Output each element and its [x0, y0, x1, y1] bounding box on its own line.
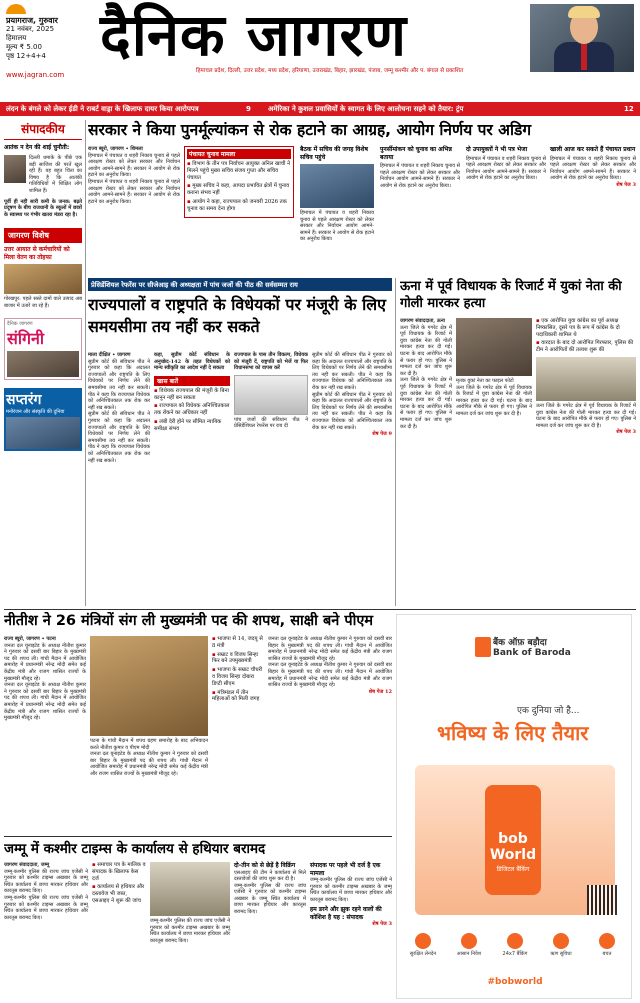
khas-point: ▪ विधेयक राज्यपाल की मंजूरी के बिना कानून नहीं बन सकता	[154, 388, 230, 402]
top-strip-left-page: 9	[246, 105, 251, 113]
kashmir-body-2: जम्मू-कश्मीर पुलिस की राज्य जांच एजेंसी ने गुरुवार को कश्मीर टाइम्स अखबार के जम्मू स्थित कार्यालय में छापा मारकर हथियार और कारतूस बरामद किए।	[150, 918, 230, 944]
una-resort-photo	[536, 357, 636, 401]
kashmir-headline[interactable]: जम्मू में कश्मीर टाइम्स के कार्यालय से हथियार बरामद	[4, 841, 266, 857]
edition-label: हिमालय	[6, 34, 27, 42]
kashmir-right-sub: हम डरने और झुक रहने वालों की कोशिश है यह : संपादक	[310, 906, 382, 921]
ad-tagline-2: भविष्य के लिए तैयार	[437, 721, 589, 745]
ad-feature: सुरक्षित लेनदेन	[401, 933, 445, 957]
una-victim-photo	[456, 318, 532, 376]
una-caption: मृतक युकां नेता का फाइल फोटो	[456, 378, 514, 384]
lead-body-5: हिमाचल में पंचायत व शहरी निकाय चुनाव से पहले आरक्षण रोस्टर को लेकर सरकार और निर्वाचन आयोग आमने-सामने हैं। सरकार ने आयोग से रोक हटाने का अनुरोध किया।	[550, 155, 636, 182]
presidential-body-2: सुप्रीम कोर्ट की संविधान पीठ ने गुरुवार को कहा कि अदालत राज्यपालों और राष्ट्रपति के लिए विधेयकों पर निर्णय लेने की समयसीमा तय नहीं कर सकती। पीठ ने कहा कि राज्यपाल विधेयक को अनिश्चितकाल तक रोक कर नहीं रख सकते।	[312, 352, 392, 391]
lead-body-4: हिमाचल में पंचायत व शहरी निकाय चुनाव से पहले आरक्षण रोस्टर को लेकर सरकार और निर्वाचन आयोग आमने-सामने हैं। सरकार ने आयोग से रोक हटाने का अनुरोध किया।	[466, 155, 546, 182]
lead-photo	[300, 164, 374, 208]
masthead-photo	[530, 4, 634, 72]
lead-sub-title-5: खाली आज कर सकते हैं पंचायत प्रधान	[550, 146, 636, 153]
lead-continued[interactable]: शेष पेज 3	[616, 181, 636, 188]
sangini-photo	[7, 351, 79, 377]
ad-app-sub: डिजिटल बैंकिंग	[496, 866, 530, 873]
feature-icon	[599, 933, 615, 949]
lead-sub-title-2: बैठक में सचिव की जगह विशेष सचिव पहुंचे	[300, 146, 368, 161]
kashmir-dateline: जागरण संवाददाता, जम्मू	[4, 862, 50, 868]
kashmir-right-title: संपादक पर पहले भी दर्ज है एक मामला	[310, 862, 381, 877]
presidential-body: सुप्रीम कोर्ट की संविधान पीठ ने गुरुवार को कहा कि अदालत राज्यपालों और राष्ट्रपति के लिए विधेयकों पर निर्णय लेने की समयसीमा तय नहीं कर सकती। पीठ ने कहा कि राज्यपाल विधेयक को अनिश्चितकाल तक रोक कर नहीं रख सकते।	[88, 358, 150, 411]
kashmir-body-4: जम्मू-कश्मीर पुलिस की राज्य जांच एजेंसी ने गुरुवार को कश्मीर टाइम्स अखबार के जम्मू स्थित कार्यालय में छापा मारकर हथियार और कारतूस बरामद किए।	[310, 877, 392, 903]
ad-phone-graphic	[485, 785, 541, 895]
presidential-headline[interactable]: राज्यपालों व राष्ट्रपति के विधेयकों पर मंजूरी के लिए समयसीमा तय नहीं कर सकते	[88, 295, 386, 336]
una-dateline: जागरण संवाददाता, ऊना	[400, 318, 445, 324]
lead-headline[interactable]: सरकार ने किया पुनर्मूल्यांकन से रोक हटाने का आग्रह, आयोग निर्णय पर अडिग	[88, 121, 532, 139]
nitish-caption: पटना के गांधी मैदान में शपथ ग्रहण समारोह के बाद अभिवादन करते नीतीश कुमार व पीएम मोदी	[90, 738, 208, 751]
una-body-2: ऊना जिले के गगरेट क्षेत्र में पूर्व विधायक के रिजार्ट में युवा कांग्रेस नेता की गोली मारकर हत्या कर दी गई। घटना के बाद आरोपित मौके से फरार हो गए। पुलिस ने मामला दर्ज कर जांच शुरू कर दी है।	[456, 384, 532, 417]
nitish-headline[interactable]: नीतीश ने 26 मंत्रियों संग ली मुख्यमंत्री पद की शपथ, साक्षी बने पीएम	[4, 613, 374, 629]
sangini-label: दैनिक जागरण	[7, 320, 33, 327]
presidential-body-3: सुप्रीम कोर्ट की संविधान पीठ ने गुरुवार को कहा कि अदालत राज्यपालों और राष्ट्रपति के लिए विधेयकों पर निर्णय लेने की समयसीमा तय नहीं कर सकती। पीठ ने कहा कि राज्यपाल विधेयक को अनिश्चितकाल तक रोक कर नहीं रख सकते।	[312, 391, 392, 431]
lead-info-box	[184, 146, 294, 218]
nitish-body-repeat: जनता दल यूनाइटेड के अध्यक्ष नीतीश कुमार ने गुरुवार को दसवीं बार बिहार के मुख्यमंत्री पद की शपथ ली। गांधी मैदान में आयोजित समारोह में प्रधानमंत्री नरेन्द्र मोदी समेत कई केंद्रीय मंत्री और राजग शासित राज्यों के मुख्यमंत्री मौजूद रहे।	[4, 682, 86, 722]
una-body: ऊना जिले के गगरेट क्षेत्र में पूर्व विधायक के रिजार्ट में युवा कांग्रेस नेता की गोली मारकर हत्या कर दी गई। घटना के बाद आरोपित मौके से फरार हो गए। पुलिस ने मामला दर्ज कर जांच शुरू कर दी है।	[400, 324, 452, 377]
editions-list: हिमाचल प्रदेश, दिल्ली, उत्तर प्रदेश, मध्य प्रदेश, हरियाणा, उत्तराखंड, बिहार, झारखंड, पंजाब, जम्मू कश्मीर और प. बंगाल से प्रकाशित	[196, 68, 464, 74]
kashmir-point: ▪ कार्यालय से हथियार और दस्तावेज भी जब्त, एसआइए ने शुरू की जांच	[92, 884, 146, 904]
lead-box-point: ▪ आयोग ने कहा, राज्यपाल को जनवरी 2026 तक चुनाव का समय देना होगा	[187, 199, 291, 213]
nitish-story	[4, 612, 392, 834]
kashmir-office-photo	[150, 862, 230, 916]
nitish-body-4: जनता दल यूनाइटेड के अध्यक्ष नीतीश कुमार ने गुरुवार को दसवीं बार बिहार के मुख्यमंत्री पद की शपथ ली। गांधी मैदान में आयोजित समारोह में प्रधानमंत्री नरेन्द्र मोदी समेत कई केंद्रीय मंत्री और राजग शासित राज्यों के मुख्यमंत्री मौजूद रहे।	[268, 662, 392, 689]
lead-story	[88, 120, 636, 272]
nitish-point: ▪ भाजपा के सम्राट चौधरी व विजय सिन्हा दोबारा डिप्टी सीएम	[212, 667, 264, 687]
city-day: प्रयागराज, गुरुवार	[6, 16, 58, 25]
editorial-body-2: पूर्वी ही नहीं सारी कमी के जनक: बढ़ते प्रदूषण के बीच राजधानी के स्कूलों में छात्रों के स्वास्थ्य पर गंभीर खतरा मंडरा रहा है।	[4, 198, 82, 218]
presidential-caption: पांच जजों की संविधान पीठ ने प्रेसिडेंशियल रेफरेंस पर राय दी	[234, 416, 308, 430]
una-point: ▪ एक आरोपित युवा कांग्रेस का पूर्व अध्यक्ष निष्कासित, दूसरे पत्र के रूप में कांग्रेस के दो पदाधिकारी शामिल थे	[536, 318, 636, 338]
saptrang-photo	[6, 417, 80, 449]
lead-body: हिमाचल में पंचायत व शहरी निकाय चुनाव से पहले आरक्षण रोस्टर को लेकर सरकार और निर्वाचन आयोग आमने-सामने हैं। सरकार ने आयोग से रोक हटाने का अनुरोध किया।	[88, 152, 180, 179]
una-body-3: ऊना जिले के गगरेट क्षेत्र में पूर्व विधायक के रिजार्ट में युवा कांग्रेस नेता की गोली मारकर हत्या कर दी गई। घटना के बाद आरोपित मौके से फरार हो गए। पुलिस ने मामला दर्ज कर जांच शुरू कर दी है।	[536, 402, 636, 429]
top-strip-right[interactable]: अमेरिका ने कुशल प्रवासियों के स्वागत के लिए आलोचना सहने को तैयार: ट्रंप	[268, 105, 464, 113]
kashmir-sub-body: एसआइए की टीम ने कार्यालय से मिले दस्तावेजों की जांच शुरू कर दी है।	[234, 869, 306, 883]
newspaper-logo: दैनिक जागरण	[100, 1, 408, 69]
editorial-title: संपादकीय	[4, 120, 82, 140]
nitish-body-3: जनता दल यूनाइटेड के अध्यक्ष नीतीश कुमार ने गुरुवार को दसवीं बार बिहार के मुख्यमंत्री पद की शपथ ली। गांधी मैदान में आयोजित समारोह में प्रधानमंत्री नरेन्द्र मोदी समेत कई केंद्रीय मंत्री और राजग शासित राज्यों के मुख्यमंत्री मौजूद रहे।	[268, 636, 392, 662]
photo-hair	[568, 6, 600, 18]
jagran-vishesh-caption: गोरखपुर: पहले सस्ते दामों वाले उत्पाद अब बाजार में उतारे जा रहे हैं।	[4, 296, 82, 309]
nitish-body-2: जनता दल यूनाइटेड के अध्यक्ष नीतीश कुमार ने गुरुवार को दसवीं बार बिहार के मुख्यमंत्री पद की शपथ ली। गांधी मैदान में आयोजित समारोह में प्रधानमंत्री नरेन्द्र मोदी समेत कई केंद्रीय मंत्री और राजग शासित राज्यों के मुख्यमंत्री मौजूद रहे।	[90, 751, 208, 777]
editorial-body: दिल्ली धमाके के पीछे एक बड़ी साजिश की परतें खुल रही हैं। यह बहुत चिंता का विषय है कि आतंकी गतिविधियों में शिक्षित लोग शामिल हैं।	[29, 155, 82, 194]
una-continued[interactable]: शेष पेज 3	[616, 429, 636, 436]
presidential-body-repeat: सुप्रीम कोर्ट की संविधान पीठ ने गुरुवार को कहा कि अदालत राज्यपालों और राष्ट्रपति के लिए विधेयकों पर निर्णय लेने की समयसीमा तय नहीं कर सकती। पीठ ने कहा कि राज्यपाल विधेयक को अनिश्चितकाल तक रोक कर नहीं रख सकते।	[88, 411, 150, 464]
bank-logo-icon	[475, 637, 491, 657]
khas-point: ▪ राज्यपाल को विधेयक अनिश्चितकाल तक रोकने का अधिकार नहीं	[154, 403, 230, 417]
left-sidebar	[4, 120, 82, 606]
presidential-story	[88, 278, 392, 606]
photo-tie	[581, 44, 587, 70]
ad-feature: 24x7 बैंकिंग	[493, 933, 537, 957]
price: मूल्य ₹ 5.00	[6, 43, 42, 51]
kashmir-continued[interactable]: शेष पेज 3	[372, 921, 392, 928]
jagran-vishesh-title: जागरण विशेष	[4, 228, 82, 243]
nitish-point: ▪ मंत्रिमंडल में तीन महिलाओं को मिली जगह	[212, 690, 264, 704]
kashmir-body-3: जम्मू-कश्मीर पुलिस की राज्य जांच एजेंसी ने गुरुवार को कश्मीर टाइम्स अखबार के जम्मू स्थित कार्यालय में छापा मारकर हथियार और कारतूस बरामद किए।	[234, 882, 306, 916]
sangini-title[interactable]: संगिनी	[7, 328, 44, 348]
nitish-dateline: राज्य ब्यूरो, जागरण • पटना	[4, 636, 56, 642]
una-headline[interactable]: ऊना में पूर्व विधायक के रिजार्ट में युकां नेता की गोली मारकर हत्या	[400, 279, 622, 311]
masthead	[0, 0, 640, 102]
top-strip-right-page: 12	[624, 105, 634, 113]
feature-icon	[415, 933, 431, 949]
presidential-continued[interactable]: शेष पेज 9	[372, 431, 392, 438]
qr-code-icon[interactable]	[587, 885, 617, 915]
nitish-body: जनता दल यूनाइटेड के अध्यक्ष नीतीश कुमार ने गुरुवार को दसवीं बार बिहार के मुख्यमंत्री पद की शपथ ली। गांधी मैदान में आयोजित समारोह में प्रधानमंत्री नरेन्द्र मोदी समेत कई केंद्रीय मंत्री और राजग शासित राज्यों के मुख्यमंत्री मौजूद रहे।	[4, 642, 86, 682]
editorial-headline[interactable]: आतंक न देन की शाई चुनौती:	[4, 144, 70, 151]
khas-point: ▪ लंबी देरी होने पर सीमित न्यायिक समीक्षा संभव	[154, 419, 230, 433]
presidential-point-1: कहा, सुप्रीम कोर्ट संविधान के अनुच्छेद-142 के तहत विधेयकों को मान्य स्वीकृति का आदेश नहीं दे सकता	[154, 352, 230, 372]
ad-feature: बचत	[585, 933, 629, 957]
nitish-oath-photo	[90, 636, 208, 736]
una-body-repeat: ऊना जिले के गगरेट क्षेत्र में पूर्व विधायक के रिजार्ट में युवा कांग्रेस नेता की गोली मारकर हत्या कर दी गई। घटना के बाद आरोपित मौके से फरार हो गए। पुलिस ने मामला दर्ज कर जांच शुरू कर दी है।	[400, 377, 452, 430]
page-count: पृष्ठ 12+4+4	[6, 52, 46, 60]
feature-icon	[553, 933, 569, 949]
ad-bank-name-hindi: बैंक ऑफ़ बड़ौदा	[493, 638, 547, 648]
presidential-point-2: राज्यपाल के पास तीन विकल्प, विधेयक को मंजूरी दें, राष्ट्रपति को भेजें या फिर विधानसभा को वापस करें	[234, 352, 308, 372]
presidential-dateline: माला दीक्षित • जागरण	[88, 352, 131, 358]
lead-box-point: ▪ विभाग के तीन पत्र निर्वाचन आयुक्त अनिल खाची ने मिलने पहुंचे मुख्य सचिव संजय गुप्ता और सचिव पंचायत	[187, 161, 291, 181]
ad-feature: ऋण सुविधा	[539, 933, 583, 957]
ad-hashtag[interactable]: #bobworld	[487, 977, 543, 987]
saptrang-subtitle: मनोरंजन और संस्कृति की दुनिया	[6, 408, 65, 415]
kashmir-story	[4, 840, 392, 1000]
bank-of-baroda-advert[interactable]	[396, 614, 632, 999]
kashmir-body-repeat: जम्मू-कश्मीर पुलिस की राज्य जांच एजेंसी ने गुरुवार को कश्मीर टाइम्स अखबार के जम्मू स्थित कार्यालय में छापा मारकर हथियार और कारतूस बरामद किए।	[4, 894, 88, 921]
lead-box-title: पंचायत चुनाव मामला	[187, 149, 291, 159]
lead-sub-title-3: पुनर्सीमांकन को चुनाव का अभिन्न बताया	[380, 146, 452, 161]
feature-icon	[461, 933, 477, 949]
ad-bank-name-english: Bank of Baroda	[493, 648, 571, 658]
masthead-meta	[6, 4, 94, 80]
top-strip-left[interactable]: लंदन के बंगले को लेकर ईडी ने राबर्ट वाड्रा के खिलाफ दायर किया आरोपपत्र	[6, 105, 199, 113]
sun-logo-icon	[6, 4, 26, 14]
lead-body-2: हिमाचल में पंचायत व शहरी निकाय चुनाव से पहले आरक्षण रोस्टर को लेकर सरकार और निर्वाचन आयोग आमने-सामने हैं। सरकार ने आयोग से रोक हटाने का अनुरोध किया।	[300, 210, 374, 243]
top-news-strip	[0, 102, 640, 116]
lead-dateline: राज्य ब्यूरो, जागरण • शिमला	[88, 146, 143, 152]
nitish-continued[interactable]: शेष पेज 12	[368, 688, 392, 695]
lead-body-repeat: हिमाचल में पंचायत व शहरी निकाय चुनाव से पहले आरक्षण रोस्टर को लेकर सरकार और निर्वाचन आयोग आमने-सामने हैं। सरकार ने आयोग से रोक हटाने का अनुरोध किया।	[88, 178, 180, 205]
ad-app-name: bob World	[489, 831, 537, 863]
feature-icon	[507, 933, 523, 949]
editorial-photo	[4, 155, 26, 183]
supreme-court-photo	[234, 375, 308, 415]
khas-baatein-title: खास बातें	[154, 376, 230, 386]
kashmir-sub-title: दो-तीन को से छेड़ें है विक्रिंग	[234, 862, 296, 869]
website-link[interactable]: www.jagran.com	[6, 71, 65, 79]
saptrang-title[interactable]: सप्तरंग	[6, 391, 42, 408]
ad-tagline-1: एक दुनिया जो है...	[517, 706, 580, 716]
jagran-vishesh-photo	[4, 264, 82, 294]
kashmir-body: जम्मू-कश्मीर पुलिस की राज्य जांच एजेंसी ने गुरुवार को कश्मीर टाइम्स अखबार के जम्मू स्थित कार्यालय में छापा मारकर हथियार और कारतूस बरामद किए।	[4, 868, 88, 895]
issue-date: 21 नवंबर, 2025	[6, 25, 55, 33]
una-point: ▪ वारदात के बाद दो आरोपित गिरफ्तार, पुलिस की टीम ने आरोपितों की तलाश शुरू की	[536, 340, 636, 354]
una-story	[400, 278, 636, 606]
lead-sub-title-4: दो उपायुक्तों ने भी पत्र भेजा	[466, 146, 528, 153]
nitish-point: ▪ भाजपा से 14, जदयू से 8 मंत्री	[212, 636, 264, 650]
presidential-kicker: प्रेसिडेंशियल रेफरेंस पर सीजेआइ की अध्यक्षता में पांच जजों की पीठ की सर्वसम्मत राय	[88, 278, 392, 291]
lead-box-point: ▪ मुख्य सचिव ने कहा, आपदा प्रभावित क्षेत्रों में चुनाव कराना संभव नहीं	[187, 183, 291, 197]
jagran-vishesh-headline[interactable]: उत्तर आयात से कर्मचारियों को मिला वेतन का तोहफा	[4, 246, 70, 261]
ad-feature: आसान निवेश	[447, 933, 491, 957]
kashmir-point: ▪ समाचार पत्र के मालिक व संपादक के खिलाफ केस दर्ज	[92, 862, 146, 882]
nitish-point: ▪ सम्राट व विजय सिन्हा फिर बने उपमुख्यमंत्री	[212, 652, 264, 666]
lead-body-3: हिमाचल में पंचायत व शहरी निकाय चुनाव से पहले आरक्षण रोस्टर को लेकर सरकार और निर्वाचन आयोग आमने-सामने हैं। सरकार ने आयोग से रोक हटाने का अनुरोध किया।	[380, 163, 460, 189]
